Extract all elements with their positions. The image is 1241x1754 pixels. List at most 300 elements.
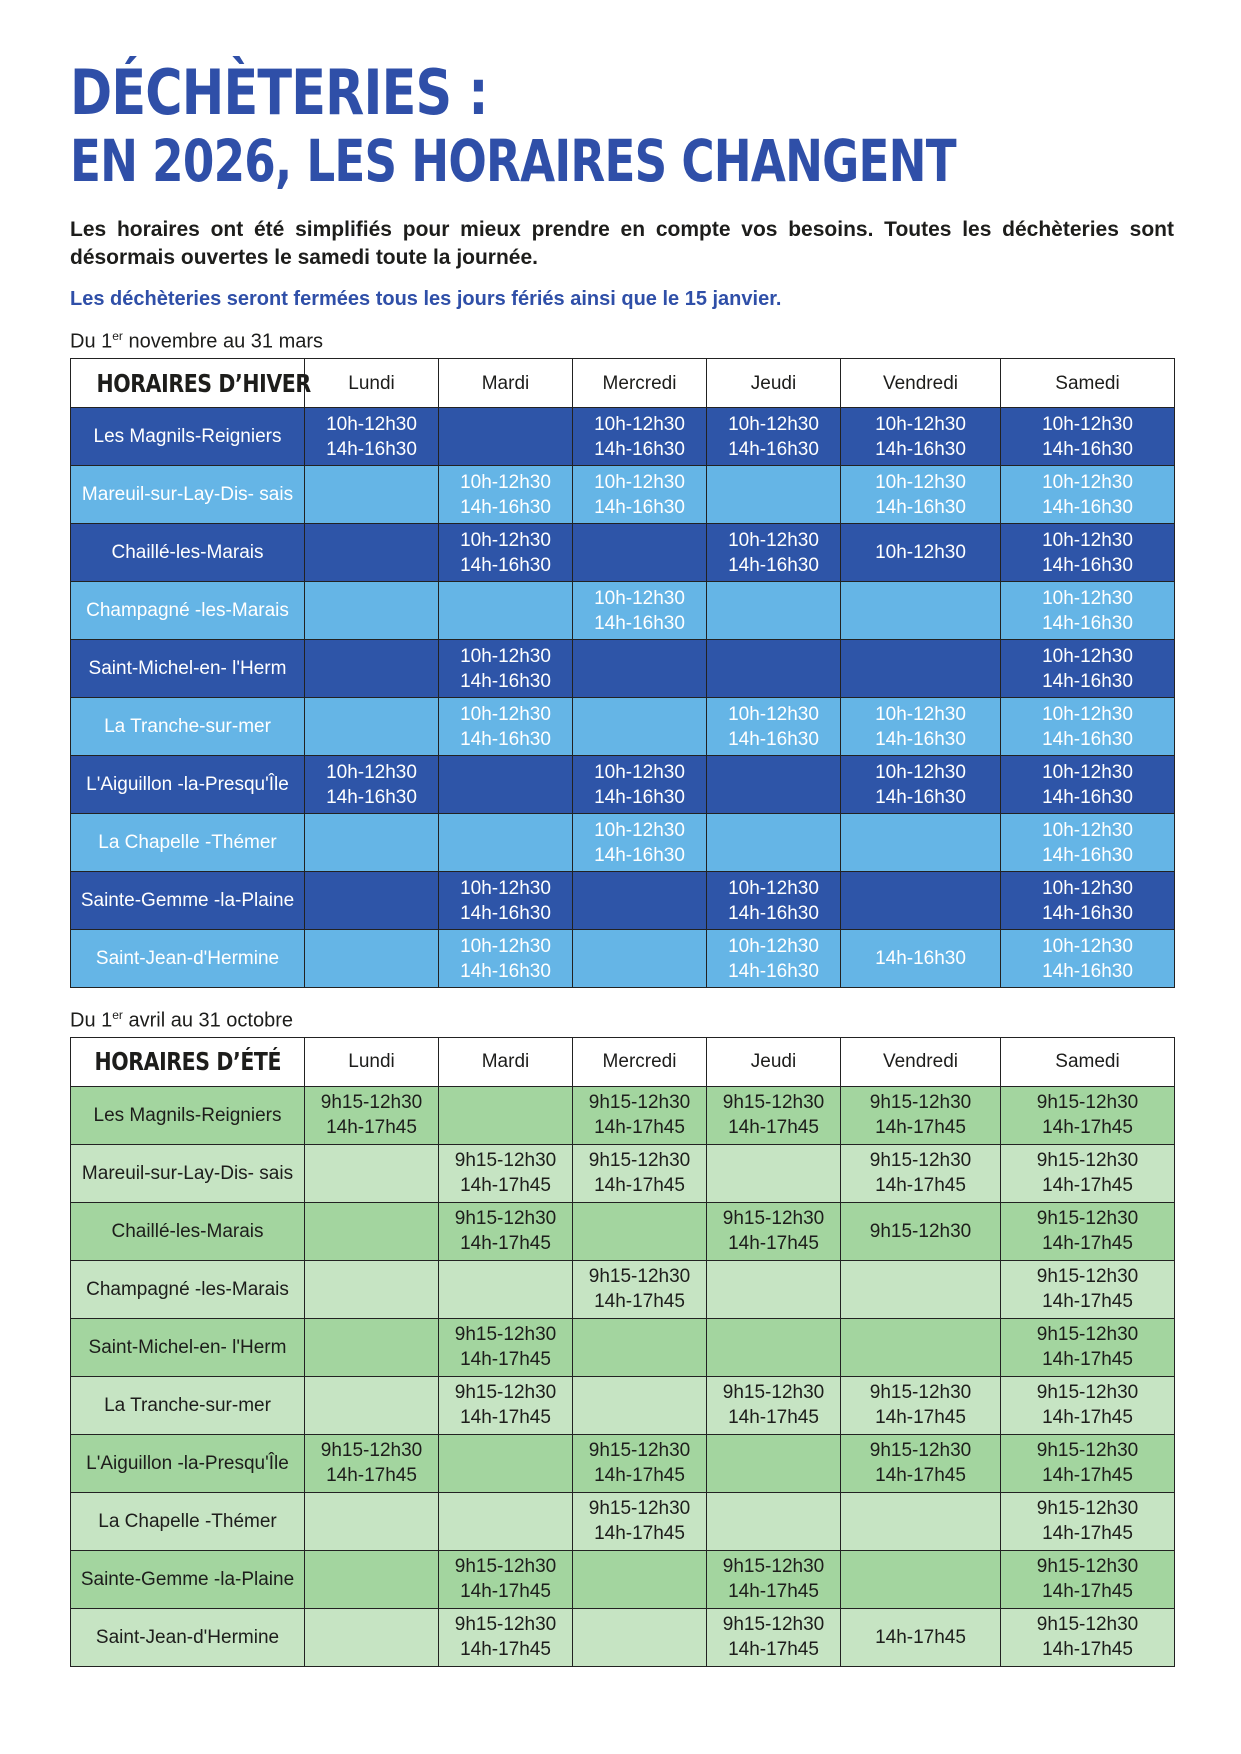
opening-hours: 9h15-12h30 [869, 1092, 972, 1114]
hours-cell [707, 524, 841, 582]
hours-cell [841, 872, 1001, 930]
opening-hours: 14h-17h45 [875, 1117, 966, 1139]
hours-cell [439, 1202, 573, 1260]
opening-hours: 14h-16h30 [460, 496, 551, 518]
hours-cell [439, 756, 573, 814]
hours-cell [841, 814, 1001, 872]
site-name: Champagné -les-Marais [71, 582, 305, 640]
opening-hours: 14h-16h30 [460, 670, 551, 692]
hours-cell [1001, 1086, 1175, 1144]
winter-period-sup: er [112, 329, 123, 344]
hours-cell [707, 1550, 841, 1608]
day-header: Jeudi [707, 1037, 841, 1086]
hours-cell [573, 1202, 707, 1260]
opening-hours: 9h15-12h30 [454, 1556, 557, 1578]
table-row [71, 1492, 1175, 1550]
opening-hours: 10h-12h30 [1042, 413, 1133, 435]
site-name: Chaillé-les-Marais [71, 524, 305, 582]
opening-hours: 14h-16h30 [875, 438, 966, 460]
page-title [70, 58, 1174, 194]
opening-hours: 10h-12h30 [728, 529, 819, 551]
opening-hours: 14h-17h45 [875, 1407, 966, 1429]
opening-hours: 14h-16h30 [460, 728, 551, 750]
site-name: Mareuil-sur-Lay-Dis- sais [71, 1144, 305, 1202]
site-name: Les Magnils-Reigniers [71, 1086, 305, 1144]
hours-cell [573, 1550, 707, 1608]
opening-hours: 14h-17h45 [594, 1117, 685, 1139]
hours-cell [1001, 408, 1175, 466]
opening-hours: 9h15-12h30 [1036, 1498, 1139, 1520]
opening-hours: 14h-17h45 [460, 1407, 551, 1429]
opening-hours: 14h-17h45 [1042, 1581, 1133, 1603]
opening-hours: 14h-16h30 [728, 728, 819, 750]
site-name: Mareuil-sur-Lay-Dis- sais [71, 466, 305, 524]
opening-hours: 14h-17h45 [460, 1233, 551, 1255]
hours-cell [573, 1144, 707, 1202]
opening-hours: 10h-12h30 [1042, 819, 1133, 841]
opening-hours: 14h-16h30 [594, 438, 685, 460]
intro-paragraph: Les horaires ont été simplifiés pour mieux prendre en compte vos besoins. Toutes les déchèteries sont désormais ouvertes le samedi toute la journée. [70, 218, 1174, 270]
hours-cell [1001, 1144, 1175, 1202]
opening-hours: 14h-16h30 [1042, 496, 1133, 518]
hours-cell [305, 524, 439, 582]
opening-hours: 14h-16h30 [1042, 728, 1133, 750]
opening-hours: 14h-16h30 [460, 902, 551, 924]
day-header: Samedi [1001, 359, 1175, 408]
site-name: La Chapelle -Thémer [71, 1492, 305, 1550]
winter-period [70, 329, 1174, 354]
hours-cell [573, 408, 707, 466]
opening-hours: 10h-12h30 [1042, 761, 1133, 783]
site-name: Sainte-Gemme -la-Plaine [71, 872, 305, 930]
opening-hours: 14h-16h30 [875, 728, 966, 750]
hours-cell [573, 1434, 707, 1492]
summer-table-body [71, 1086, 1175, 1666]
hours-cell [1001, 872, 1175, 930]
opening-hours: 10h-12h30 [460, 877, 551, 899]
opening-hours: 14h-17h45 [875, 1465, 966, 1487]
hours-cell [439, 524, 573, 582]
opening-hours: 9h15-12h30 [1036, 1150, 1139, 1172]
hours-cell [305, 1086, 439, 1144]
opening-hours: 9h15-12h30 [1036, 1382, 1139, 1404]
winter-header-row [71, 359, 1175, 408]
opening-hours: 9h15-12h30 [320, 1440, 423, 1462]
opening-hours: 9h15-12h30 [1036, 1440, 1139, 1462]
table-row [71, 814, 1175, 872]
hours-cell [573, 1318, 707, 1376]
opening-hours: 14h-16h30 [594, 786, 685, 808]
site-name: Champagné -les-Marais [71, 1260, 305, 1318]
hours-cell [573, 1608, 707, 1666]
opening-hours: 10h-12h30 [326, 413, 417, 435]
table-row [71, 1086, 1175, 1144]
summer-period-suffix: avril au 31 octobre [122, 1009, 294, 1032]
opening-hours: 14h-17h45 [326, 1117, 417, 1139]
opening-hours: 9h15-12h30 [869, 1382, 972, 1404]
opening-hours: 14h-17h45 [728, 1581, 819, 1603]
opening-hours: 14h-16h30 [875, 496, 966, 518]
opening-hours: 9h15-12h30 [869, 1150, 972, 1172]
opening-hours: 9h15-12h30 [722, 1614, 825, 1636]
site-name: Saint-Michel-en- l'Herm [71, 1318, 305, 1376]
site-name: Saint-Jean-d'Hermine [71, 930, 305, 988]
opening-hours: 9h15-12h30 [588, 1498, 691, 1520]
table-row [71, 1318, 1175, 1376]
opening-hours: 14h-16h30 [594, 844, 685, 866]
hours-cell [841, 582, 1001, 640]
hours-cell [1001, 1260, 1175, 1318]
opening-hours: 10h-12h30 [1042, 529, 1133, 551]
hours-cell [439, 1086, 573, 1144]
opening-hours: 14h-16h30 [875, 948, 966, 970]
opening-hours: 14h-17h45 [594, 1291, 685, 1313]
hours-cell [841, 408, 1001, 466]
hours-cell [707, 1144, 841, 1202]
opening-hours: 14h-16h30 [1042, 902, 1133, 924]
opening-hours: 10h-12h30 [460, 935, 551, 957]
opening-hours: 9h15-12h30 [1036, 1208, 1139, 1230]
hours-cell [439, 1608, 573, 1666]
opening-hours: 14h-16h30 [1042, 670, 1133, 692]
hours-cell [573, 698, 707, 756]
title-line-2: EN 2026, LES HORAIRES CHANGENT [70, 127, 956, 196]
hours-cell [305, 1608, 439, 1666]
hours-cell [707, 582, 841, 640]
opening-hours: 10h-12h30 [594, 471, 685, 493]
opening-hours: 10h-12h30 [728, 877, 819, 899]
hours-cell [573, 640, 707, 698]
hours-cell [305, 1434, 439, 1492]
opening-hours: 14h-16h30 [594, 496, 685, 518]
day-header: Lundi [305, 1037, 439, 1086]
site-name: Les Magnils-Reigniers [71, 408, 305, 466]
hours-cell [305, 1376, 439, 1434]
opening-hours: 14h-16h30 [1042, 960, 1133, 982]
hours-cell [1001, 1492, 1175, 1550]
opening-hours: 14h-17h45 [326, 1465, 417, 1487]
hours-cell [841, 524, 1001, 582]
opening-hours: 10h-12h30 [1042, 587, 1133, 609]
hours-cell [707, 1434, 841, 1492]
hours-cell [305, 582, 439, 640]
opening-hours: 9h15-12h30 [1036, 1556, 1139, 1578]
summer-header-row [71, 1037, 1175, 1086]
table-row [71, 756, 1175, 814]
hours-cell [1001, 930, 1175, 988]
hours-cell [841, 640, 1001, 698]
opening-hours: 10h-12h30 [594, 761, 685, 783]
hours-cell [439, 1318, 573, 1376]
opening-hours: 10h-12h30 [594, 819, 685, 841]
day-header: Vendredi [841, 359, 1001, 408]
hours-cell [573, 1086, 707, 1144]
opening-hours: 14h-16h30 [1042, 612, 1133, 634]
day-header: Mardi [439, 1037, 573, 1086]
opening-hours: 9h15-12h30 [1036, 1324, 1139, 1346]
opening-hours: 9h15-12h30 [869, 1440, 972, 1462]
day-header: Lundi [305, 359, 439, 408]
table-row [71, 1434, 1175, 1492]
opening-hours: 14h-17h45 [728, 1407, 819, 1429]
summer-period [70, 1008, 1174, 1033]
hours-cell [439, 872, 573, 930]
opening-hours: 10h-12h30 [728, 413, 819, 435]
site-name: La Tranche-sur-mer [71, 698, 305, 756]
table-row [71, 1144, 1175, 1202]
hours-cell [841, 698, 1001, 756]
opening-hours: 9h15-12h30 [1036, 1614, 1139, 1636]
opening-hours: 10h-12h30 [875, 761, 966, 783]
hours-cell [439, 1492, 573, 1550]
opening-hours: 14h-17h45 [1042, 1291, 1133, 1313]
opening-hours: 9h15-12h30 [722, 1092, 825, 1114]
opening-hours: 14h-16h30 [728, 554, 819, 576]
table-row [71, 1608, 1175, 1666]
hours-cell [305, 1318, 439, 1376]
opening-hours: 9h15-12h30 [454, 1324, 557, 1346]
opening-hours: 14h-17h45 [1042, 1233, 1133, 1255]
opening-hours: 14h-17h45 [1042, 1349, 1133, 1371]
hours-cell [707, 1202, 841, 1260]
hours-cell [707, 1376, 841, 1434]
hours-cell [573, 872, 707, 930]
hours-cell [841, 1144, 1001, 1202]
table-row [71, 1376, 1175, 1434]
opening-hours: 9h15-12h30 [722, 1208, 825, 1230]
hours-cell [1001, 1318, 1175, 1376]
opening-hours: 9h15-12h30 [454, 1382, 557, 1404]
hours-cell [573, 756, 707, 814]
hours-cell [305, 466, 439, 524]
opening-hours: 10h-12h30 [875, 703, 966, 725]
hours-cell [707, 698, 841, 756]
hours-cell [707, 1608, 841, 1666]
hours-cell [1001, 1434, 1175, 1492]
hours-cell [439, 466, 573, 524]
opening-hours: 10h-12h30 [460, 703, 551, 725]
day-header: Jeudi [707, 359, 841, 408]
opening-hours: 14h-17h45 [1042, 1639, 1133, 1661]
hours-cell [1001, 640, 1175, 698]
opening-hours: 14h-16h30 [728, 438, 819, 460]
hours-cell [1001, 698, 1175, 756]
opening-hours: 14h-17h45 [1042, 1407, 1133, 1429]
table-row [71, 872, 1175, 930]
winter-heading [71, 359, 311, 408]
hours-cell [841, 1492, 1001, 1550]
winter-heading-text: HORAIRES D’HIVER [96, 368, 311, 398]
hours-cell [573, 466, 707, 524]
hours-cell [573, 930, 707, 988]
site-name: Saint-Michel-en- l'Herm [71, 640, 305, 698]
table-row [71, 524, 1175, 582]
hours-cell [439, 1376, 573, 1434]
table-row [71, 698, 1175, 756]
opening-hours: 14h-17h45 [594, 1523, 685, 1545]
hours-cell [841, 1376, 1001, 1434]
hours-cell [1001, 582, 1175, 640]
table-row [71, 408, 1175, 466]
opening-hours: 10h-12h30 [728, 935, 819, 957]
hours-cell [305, 698, 439, 756]
opening-hours: 14h-17h45 [1042, 1465, 1133, 1487]
hours-cell [1001, 1202, 1175, 1260]
hours-cell [439, 408, 573, 466]
hours-cell [1001, 466, 1175, 524]
opening-hours: 14h-16h30 [326, 786, 417, 808]
opening-hours: 14h-17h45 [594, 1175, 685, 1197]
opening-hours: 14h-16h30 [594, 612, 685, 634]
opening-hours: 9h15-12h30 [722, 1556, 825, 1578]
opening-hours: 10h-12h30 [875, 542, 966, 564]
hours-cell [305, 930, 439, 988]
opening-hours: 10h-12h30 [326, 761, 417, 783]
table-row [71, 1550, 1175, 1608]
opening-hours: 14h-17h45 [728, 1117, 819, 1139]
page [70, 58, 1174, 1667]
opening-hours: 14h-16h30 [1042, 554, 1133, 576]
opening-hours: 9h15-12h30 [1036, 1266, 1139, 1288]
table-row [71, 466, 1175, 524]
hours-cell [573, 814, 707, 872]
opening-hours: 9h15-12h30 [588, 1266, 691, 1288]
hours-cell [707, 1260, 841, 1318]
opening-hours: 10h-12h30 [728, 703, 819, 725]
hours-cell [573, 1376, 707, 1434]
hours-cell [305, 1550, 439, 1608]
summer-heading-text: HORAIRES D’ÉTÉ [94, 1047, 281, 1077]
opening-hours: 10h-12h30 [1042, 645, 1133, 667]
closure-notice: Les déchèteries seront fermées tous les jours fériés ainsi que le 15 janvier. [70, 288, 782, 311]
hours-cell [707, 930, 841, 988]
opening-hours: 14h-16h30 [460, 960, 551, 982]
hours-cell [841, 930, 1001, 988]
day-header: Samedi [1001, 1037, 1175, 1086]
opening-hours: 14h-16h30 [460, 554, 551, 576]
title-line-1: DÉCHÈTERIES : [70, 56, 488, 129]
hours-cell [573, 1260, 707, 1318]
opening-hours: 9h15-12h30 [588, 1150, 691, 1172]
winter-period-suffix: novembre au 31 mars [122, 331, 324, 354]
site-name: La Chapelle -Thémer [71, 814, 305, 872]
site-name: Saint-Jean-d'Hermine [71, 1608, 305, 1666]
opening-hours: 14h-17h45 [460, 1639, 551, 1661]
hours-cell [439, 640, 573, 698]
opening-hours: 14h-16h30 [728, 960, 819, 982]
opening-hours: 9h15-12h30 [454, 1208, 557, 1230]
table-row [71, 582, 1175, 640]
hours-cell [707, 756, 841, 814]
day-header: Mardi [439, 359, 573, 408]
hours-cell [305, 1492, 439, 1550]
hours-cell [1001, 1550, 1175, 1608]
hours-cell [1001, 1376, 1175, 1434]
opening-hours: 14h-17h45 [1042, 1523, 1133, 1545]
hours-cell [707, 1492, 841, 1550]
table-row [71, 1260, 1175, 1318]
site-name: La Tranche-sur-mer [71, 1376, 305, 1434]
hours-cell [707, 1318, 841, 1376]
hours-cell [305, 1144, 439, 1202]
site-name: Chaillé-les-Marais [71, 1202, 305, 1260]
hours-cell [707, 408, 841, 466]
day-header: Mercredi [573, 1037, 707, 1086]
hours-cell [439, 1550, 573, 1608]
opening-hours: 14h-17h45 [875, 1626, 966, 1648]
winter-schedule-table [70, 358, 1175, 988]
opening-hours: 10h-12h30 [1042, 935, 1133, 957]
hours-cell [439, 930, 573, 988]
winter-table-body [71, 408, 1175, 988]
hours-cell [841, 1318, 1001, 1376]
hours-cell [439, 582, 573, 640]
hours-cell [841, 1434, 1001, 1492]
hours-cell [573, 582, 707, 640]
opening-hours: 10h-12h30 [1042, 471, 1133, 493]
summer-heading [71, 1037, 305, 1086]
site-name: L'Aiguillon -la-Presqu'Île [71, 756, 305, 814]
hours-cell [439, 698, 573, 756]
winter-period-prefix: Du 1 [70, 331, 113, 354]
opening-hours: 10h-12h30 [1042, 703, 1133, 725]
hours-cell [841, 1260, 1001, 1318]
hours-cell [841, 1608, 1001, 1666]
opening-hours: 14h-17h45 [728, 1639, 819, 1661]
hours-cell [305, 1260, 439, 1318]
opening-hours: 14h-16h30 [1042, 844, 1133, 866]
opening-hours: 9h15-12h30 [722, 1382, 825, 1404]
table-row [71, 1202, 1175, 1260]
opening-hours: 14h-17h45 [460, 1581, 551, 1603]
opening-hours: 14h-16h30 [1042, 786, 1133, 808]
opening-hours: 9h15-12h30 [320, 1092, 423, 1114]
hours-cell [841, 756, 1001, 814]
hours-cell [439, 1144, 573, 1202]
opening-hours: 10h-12h30 [875, 471, 966, 493]
hours-cell [439, 814, 573, 872]
opening-hours: 14h-17h45 [875, 1175, 966, 1197]
hours-cell [707, 1086, 841, 1144]
opening-hours: 9h15-12h30 [869, 1220, 972, 1242]
opening-hours: 9h15-12h30 [1036, 1092, 1139, 1114]
hours-cell [439, 1260, 573, 1318]
opening-hours: 9h15-12h30 [588, 1440, 691, 1462]
hours-cell [707, 872, 841, 930]
day-header: Mercredi [573, 359, 707, 408]
hours-cell [1001, 524, 1175, 582]
hours-cell [305, 1202, 439, 1260]
opening-hours: 10h-12h30 [594, 413, 685, 435]
hours-cell [439, 1434, 573, 1492]
hours-cell [841, 466, 1001, 524]
day-header: Vendredi [841, 1037, 1001, 1086]
opening-hours: 14h-16h30 [1042, 438, 1133, 460]
opening-hours: 10h-12h30 [1042, 877, 1133, 899]
opening-hours: 14h-16h30 [728, 902, 819, 924]
site-name: L'Aiguillon -la-Presqu'Île [71, 1434, 305, 1492]
opening-hours: 14h-17h45 [1042, 1175, 1133, 1197]
hours-cell [841, 1550, 1001, 1608]
opening-hours: 14h-17h45 [728, 1233, 819, 1255]
opening-hours: 10h-12h30 [460, 471, 551, 493]
hours-cell [1001, 814, 1175, 872]
opening-hours: 9h15-12h30 [588, 1092, 691, 1114]
hours-cell [707, 466, 841, 524]
hours-cell [305, 814, 439, 872]
hours-cell [305, 408, 439, 466]
opening-hours: 14h-16h30 [326, 438, 417, 460]
